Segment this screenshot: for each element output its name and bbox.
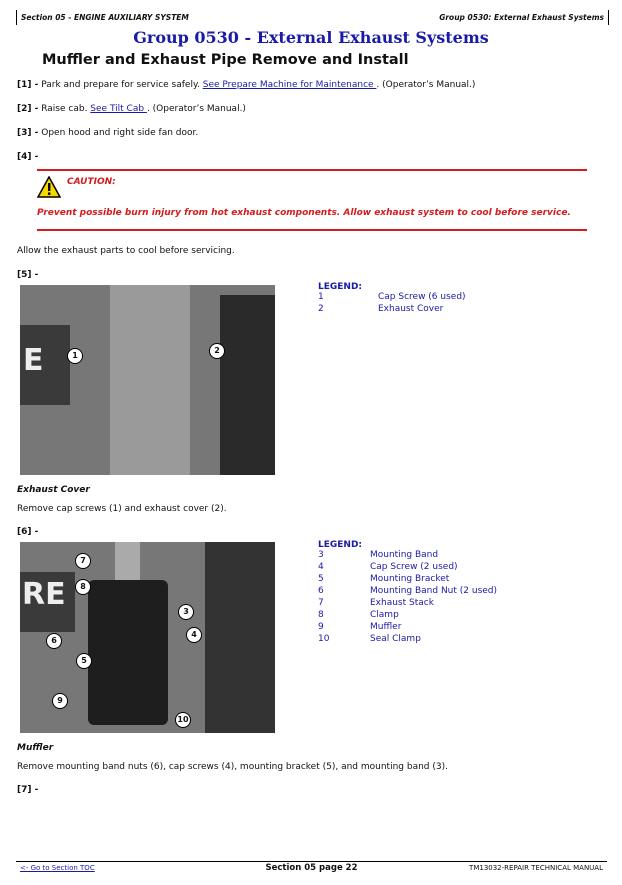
muffler-image [20,542,275,733]
step-6 [17,527,38,537]
legend-label: Clamp [370,610,399,620]
legend-number: 2 [318,304,324,314]
legend-number: 1 [318,292,324,302]
legend-label: Cap Screw (2 used) [370,562,458,572]
page-number: Section 05 page 22 [265,863,358,873]
legend-row [318,634,497,646]
legend-label: Seal Clamp [370,634,421,644]
section-label: Section 05 - ENGINE AUXILIARY SYSTEM [21,13,189,22]
callout-7: 7 [75,553,91,569]
section-toc-link[interactable]: <- Go to Section TOC [20,864,95,872]
figure-caption: Exhaust Cover [17,485,90,495]
legend-row [318,610,497,622]
step-number: [3] - [17,128,39,138]
legend-title: LEGEND: [318,540,363,550]
callout-6: 6 [46,633,62,649]
legend-number: 9 [318,622,324,632]
step-number: [2] - [17,104,39,114]
decal-shape: E [23,343,44,378]
exhaust-cover-image [20,285,275,475]
legend-number: 5 [318,574,324,584]
step-number: [6] - [17,527,39,537]
step-4 [17,152,38,162]
legend-row [318,292,466,304]
caution-label: CAUTION: [67,177,116,187]
step-text: . (Operator’s Manual.) [376,80,476,90]
callout-1: 1 [67,348,83,364]
manual-id: TM13032-REPAIR TECHNICAL MANUAL [469,864,603,872]
legend-row [318,622,497,634]
page-footer [16,861,607,873]
step-number: [7] - [17,785,39,795]
callout-2: 2 [209,343,225,359]
legend-row [318,586,497,598]
legend-number: 6 [318,586,324,596]
warning-triangle-icon [37,176,61,198]
tilt-cab-link[interactable]: See Tilt Cab [90,104,147,114]
legend-number: 10 [318,634,330,644]
callout-8: 8 [75,579,91,595]
cover-shape [110,285,190,475]
legend-number: 7 [318,598,324,608]
callout-5: 5 [76,653,92,669]
decal-shape: RE [22,577,66,612]
legend-number: 4 [318,562,324,572]
frame-shape [220,295,275,475]
legend-row [318,598,497,610]
page-header [16,10,609,25]
step-text: Raise cab. [41,104,91,114]
step-5 [17,270,38,280]
step-text: Open hood and right side fan door. [41,128,199,138]
group-label: Group 0530: External Exhaust Systems [439,13,604,22]
step-number: [4] - [17,152,39,162]
frame-shape [205,542,275,733]
caution-text: Prevent possible burn injury from hot exhaust components. Allow exhaust system to cool before service. [37,208,571,218]
legend-number: 3 [318,550,324,560]
caution-bottom-rule [37,229,587,231]
callout-3: 3 [178,604,194,620]
legend-row [318,562,497,574]
legend-label: Exhaust Cover [378,304,444,314]
legend-title: LEGEND: [318,282,363,292]
figure-caption: Muffler [17,743,54,753]
stack-shape [115,542,140,582]
legend-row [318,574,497,586]
procedure-title: Muffler and Exhaust Pipe Remove and Install [42,52,409,68]
callout-9: 9 [52,693,68,709]
legend-2 [318,540,497,646]
allow-text: Allow the exhaust parts to cool before servicing. [17,246,235,256]
step-1 [17,80,475,90]
step-number: [1] - [17,80,39,90]
figure-text: Remove cap screws (1) and exhaust cover (2). [17,504,227,514]
step-text: Park and prepare for service safely. [41,80,203,90]
legend-1 [318,282,466,316]
legend-label: Mounting Band Nut (2 used) [370,586,498,596]
prepare-machine-link[interactable]: See Prepare Machine for Maintenance [202,80,377,90]
step-3 [17,128,198,138]
muffler-shape [88,580,168,725]
legend-label: Mounting Band [370,550,439,560]
legend-row [318,304,466,316]
legend-label: Mounting Bracket [370,574,450,584]
group-title: Group 0530 - External Exhaust Systems [133,28,489,47]
callout-4: 4 [186,627,202,643]
legend-row [318,550,497,562]
figure-text: Remove mounting band nuts (6), cap screws (4), mounting bracket (5), and mounting band (3). [17,762,448,772]
step-2 [17,104,246,114]
legend-number: 8 [318,610,324,620]
legend-label: Muffler [370,622,402,632]
caution-top-rule [37,169,587,171]
legend-label: Cap Screw (6 used) [378,292,466,302]
legend-label: Exhaust Stack [370,598,434,608]
step-number: [5] - [17,270,39,280]
step-text: . (Operator’s Manual.) [146,104,246,114]
step-7 [17,785,38,795]
callout-10: 10 [175,712,191,728]
